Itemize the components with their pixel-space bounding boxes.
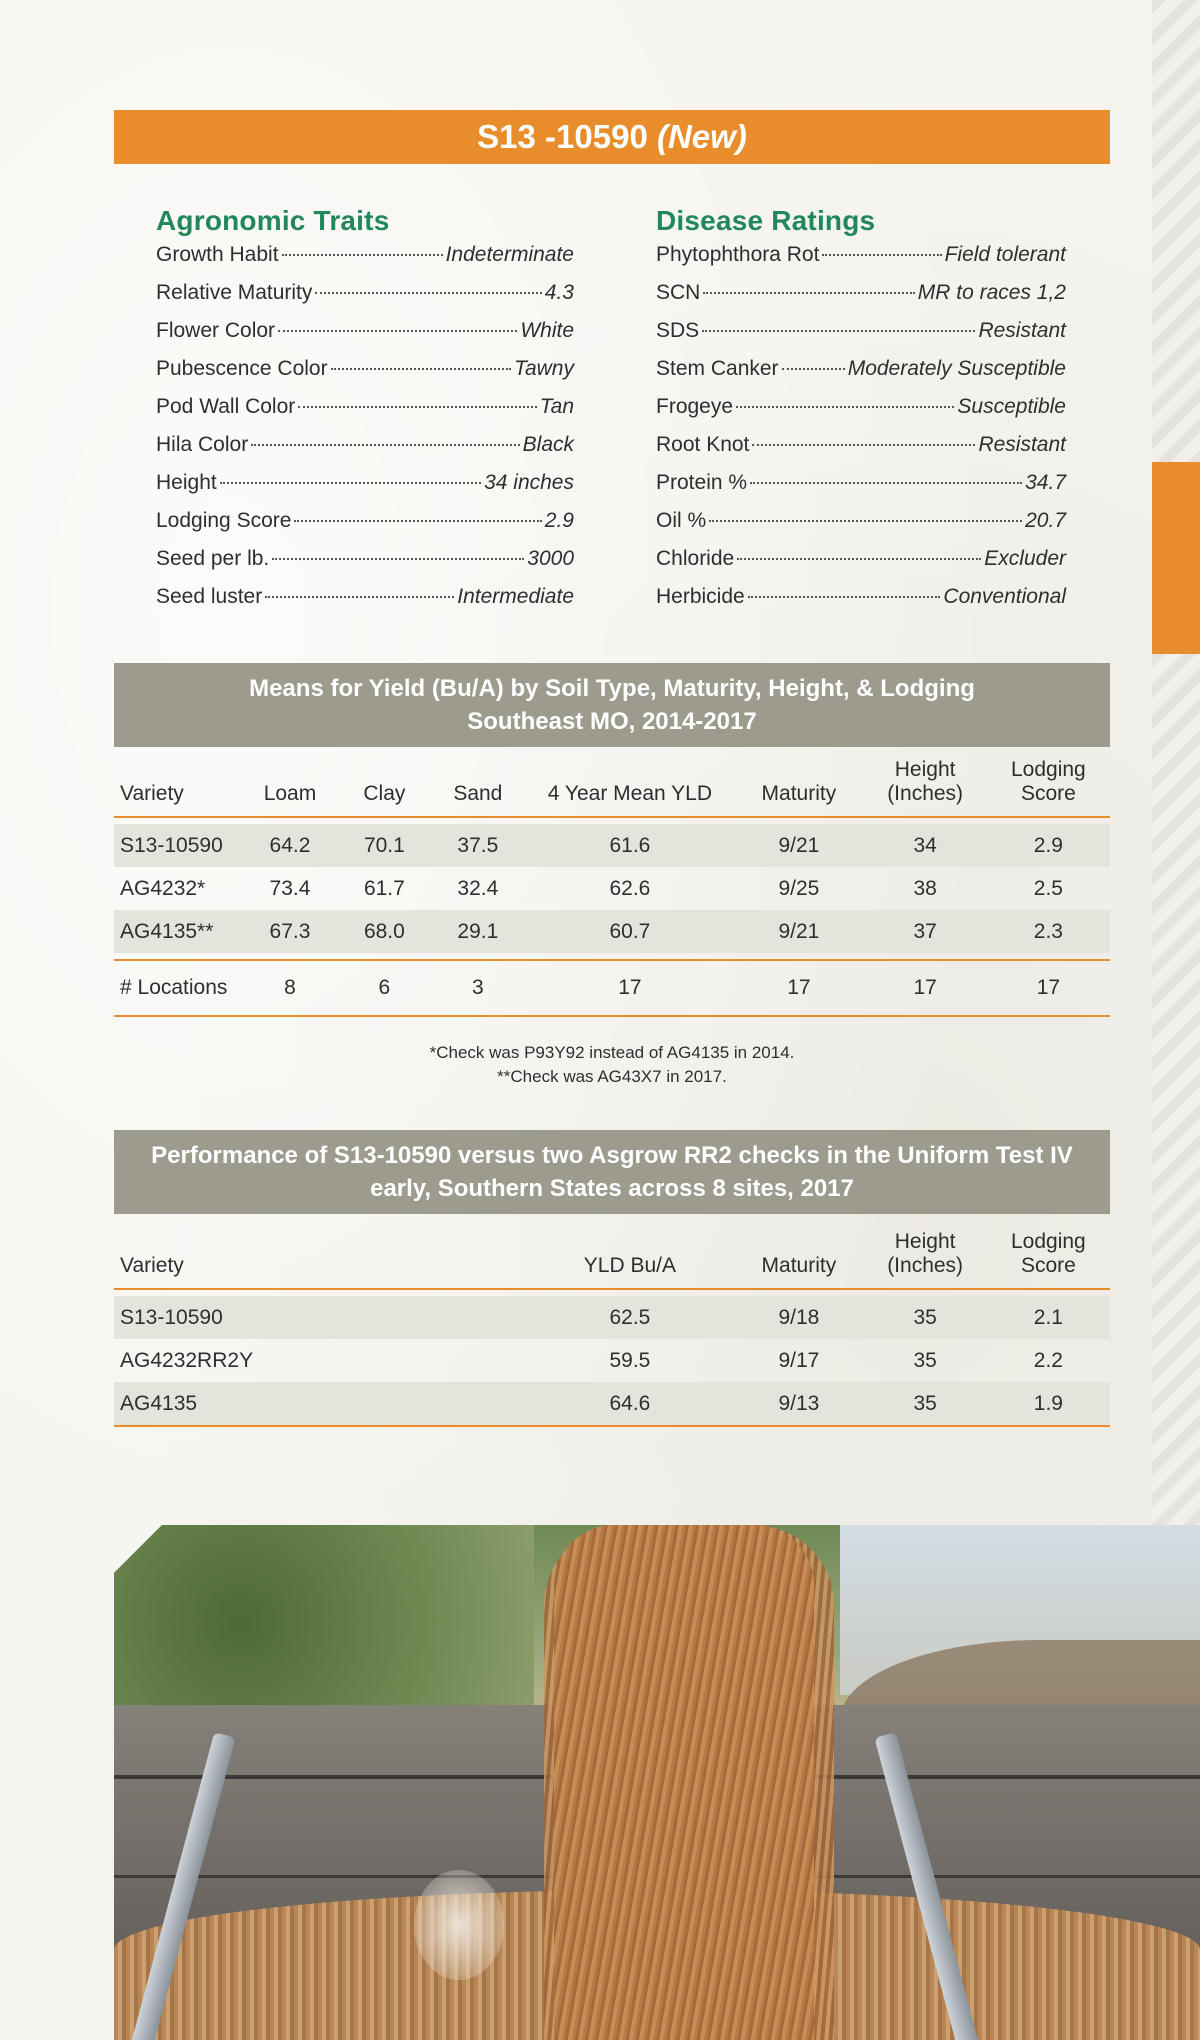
leader-dots: [220, 482, 481, 484]
leader-dots: [294, 520, 541, 522]
disease-trait-value: 34.7: [1025, 471, 1066, 494]
cell-clay: 68.0: [363, 919, 405, 943]
agronomic-trait-label: Hila Color: [156, 433, 249, 456]
cell-clay: 61.7: [363, 876, 405, 900]
agronomic-trait-row: [156, 433, 574, 471]
disease-trait-row: [656, 547, 1066, 585]
locations-sand: 3: [471, 976, 484, 999]
leader-dots: [750, 482, 1022, 484]
agronomic-trait-label: Flower Color: [156, 319, 276, 342]
disease-trait-value: Resistant: [978, 319, 1066, 342]
disease-trait-value: Excluder: [984, 547, 1066, 570]
locations-loam: 8: [284, 976, 296, 999]
cell-yld: 59.5: [609, 1348, 651, 1372]
disease-trait-label: SDS: [656, 319, 700, 342]
table-row: [114, 1382, 1110, 1425]
disease-trait-row: [656, 509, 1066, 547]
p-header-lodging-line1: Lodging: [1011, 1230, 1086, 1253]
cell-height: 35: [913, 1348, 937, 1372]
leader-dots: [315, 292, 541, 294]
table-row: [114, 910, 1110, 953]
disease-trait-value: MR to races 1,2: [917, 281, 1066, 304]
leader-dots: [298, 406, 536, 408]
cell-lodging: 2.1: [1033, 1305, 1063, 1329]
header-height-line2: (Inches): [887, 782, 964, 805]
header-mean-yld: 4 Year Mean YLD: [547, 782, 713, 805]
locations-row: [114, 959, 1110, 1017]
table-row: [114, 1296, 1110, 1339]
agronomic-trait-row: [156, 547, 574, 585]
p-header-lodging: [987, 1230, 1110, 1278]
variety-title-bar: [114, 110, 1110, 164]
table-row: [114, 1339, 1110, 1382]
disease-trait-label: Frogeye: [656, 395, 734, 418]
agronomic-trait-row: [156, 585, 574, 623]
performance-table-header: [114, 1230, 1110, 1290]
cell-clay: 70.1: [363, 833, 405, 857]
cell-mean: 62.6: [609, 876, 651, 900]
table-row: [114, 824, 1110, 867]
cell-variety: S13-10590: [120, 1305, 223, 1329]
header-height-line1: Height: [894, 758, 956, 781]
header-clay: Clay: [363, 782, 406, 805]
cell-variety: AG4232*: [120, 876, 206, 900]
locations-label: # Locations: [120, 976, 228, 999]
variety-title-suffix: (New): [656, 118, 747, 155]
cell-lodging: 2.5: [1033, 876, 1063, 900]
disease-trait-row: [656, 357, 1066, 395]
decorative-side-accent: [1152, 462, 1200, 654]
leader-dots: [782, 368, 845, 370]
cell-variety: AG4232RR2Y: [120, 1348, 254, 1372]
cell-yld: 62.5: [609, 1305, 651, 1329]
table-row: [114, 867, 1110, 910]
yield-table: [114, 758, 1110, 1017]
leader-dots: [709, 520, 1022, 522]
agronomic-trait-value: 3000: [527, 547, 574, 570]
agronomic-trait-value: 4.3: [544, 281, 574, 304]
yield-table-header: [114, 758, 1110, 818]
p-header-height-line1: Height: [894, 1230, 956, 1253]
header-maturity: Maturity: [761, 782, 837, 805]
footnote-2: **Check was AG43X7 in 2017.: [497, 1067, 727, 1086]
disease-trait-label: Chloride: [656, 547, 735, 570]
performance-table: [114, 1230, 1110, 1427]
agronomic-trait-value: Tan: [539, 395, 574, 418]
locations-maturity: 17: [787, 976, 811, 999]
variety-title: S13 -10590: [477, 118, 648, 155]
agronomic-trait-label: Seed luster: [156, 585, 263, 608]
cell-loam: 73.4: [269, 876, 311, 900]
disease-ratings-heading: Disease Ratings: [656, 205, 876, 236]
agronomic-trait-label: Relative Maturity: [156, 281, 313, 304]
yield-table-footnotes: [114, 1041, 1110, 1089]
p-header-variety: Variety: [120, 1254, 184, 1277]
leader-dots: [752, 444, 975, 446]
footnote-1: *Check was P93Y92 instead of AG4135 in 2014.: [429, 1043, 795, 1062]
cell-mean: 61.6: [609, 833, 651, 857]
p-header-lodging-line2: Score: [1020, 1254, 1076, 1277]
disease-trait-value: Susceptible: [957, 395, 1066, 418]
agronomic-trait-value: 2.9: [544, 509, 574, 532]
grain-unloading-photo: [114, 1525, 1200, 2040]
leader-dots: [703, 292, 914, 294]
p-header-height-line2: (Inches): [887, 1254, 964, 1277]
cell-maturity: 9/25: [778, 876, 820, 900]
agronomic-traits-section: [156, 205, 574, 623]
agronomic-trait-row: [156, 509, 574, 547]
cell-maturity: 9/13: [778, 1391, 820, 1415]
disease-trait-value: Resistant: [978, 433, 1066, 456]
agronomic-trait-value: Intermediate: [457, 585, 574, 608]
p-header-height: [864, 1230, 987, 1278]
p-header-yld: YLD Bu/A: [583, 1254, 677, 1277]
agronomic-traits-heading: Agronomic Traits: [156, 205, 390, 236]
cell-height: 38: [913, 876, 937, 900]
agronomic-trait-label: Seed per lb.: [156, 547, 270, 570]
cell-maturity: 9/18: [778, 1305, 820, 1329]
cell-variety: S13-10590: [120, 833, 223, 857]
leader-dots: [278, 330, 517, 332]
leader-dots: [748, 596, 941, 598]
disease-trait-value: Moderately Susceptible: [847, 357, 1066, 380]
header-lodging-line1: Lodging: [1011, 758, 1086, 781]
disease-trait-value: Field tolerant: [944, 243, 1066, 266]
agronomic-trait-row: [156, 395, 574, 433]
leader-dots: [331, 368, 511, 370]
leader-dots: [265, 596, 454, 598]
header-height: [864, 758, 987, 806]
agronomic-trait-value: Tawny: [514, 357, 574, 380]
agronomic-trait-label: Growth Habit: [156, 243, 279, 266]
disease-trait-value: 20.7: [1025, 509, 1066, 532]
disease-trait-value: Conventional: [943, 585, 1066, 608]
disease-trait-label: Protein %: [656, 471, 748, 494]
locations-lodging: 17: [1036, 976, 1061, 999]
disease-ratings-section: [656, 205, 1066, 623]
agronomic-trait-value: Black: [522, 433, 574, 456]
agronomic-trait-label: Height: [156, 471, 217, 494]
agronomic-trait-row: [156, 243, 574, 281]
cell-height: 37: [913, 919, 937, 943]
p-header-maturity: Maturity: [761, 1254, 837, 1277]
leader-dots: [702, 330, 975, 332]
disease-trait-label: Phytophthora Rot: [656, 243, 820, 266]
disease-trait-row: [656, 585, 1066, 623]
cell-lodging: 2.9: [1033, 833, 1063, 857]
agronomic-trait-value: White: [520, 319, 574, 342]
agronomic-trait-label: Pubescence Color: [156, 357, 328, 380]
disease-trait-label: Herbicide: [656, 585, 745, 608]
header-lodging: [987, 758, 1110, 806]
disease-trait-label: SCN: [656, 281, 701, 304]
agronomic-trait-row: [156, 281, 574, 319]
disease-trait-row: [656, 471, 1066, 509]
leader-dots: [251, 444, 519, 446]
cell-lodging: 2.3: [1033, 919, 1063, 943]
disease-trait-row: [656, 319, 1066, 357]
header-lodging-line2: Score: [1020, 782, 1076, 805]
performance-table-title-line2: early, Southern States across 8 sites, 2017: [370, 1175, 854, 1202]
cell-maturity: 9/17: [778, 1348, 820, 1372]
cell-variety: AG4135: [120, 1391, 198, 1415]
agronomic-trait-label: Lodging Score: [156, 509, 292, 532]
cell-yld: 64.6: [609, 1391, 651, 1415]
disease-trait-label: Stem Canker: [656, 357, 779, 380]
disease-trait-row: [656, 281, 1066, 319]
leader-dots: [822, 254, 941, 256]
leader-dots: [737, 558, 981, 560]
header-sand: Sand: [453, 782, 503, 805]
cell-sand: 37.5: [457, 833, 499, 857]
cell-mean: 60.7: [609, 919, 651, 943]
cell-loam: 67.3: [269, 919, 311, 943]
cell-sand: 32.4: [457, 876, 499, 900]
disease-trait-row: [656, 395, 1066, 433]
yield-table-title-line1: Means for Yield (Bu/A) by Soil Type, Maturity, Height, & Lodging: [249, 675, 975, 702]
locations-clay: 6: [378, 976, 391, 999]
cell-height: 34: [913, 833, 937, 857]
disease-trait-label: Root Knot: [656, 433, 750, 456]
yield-table-title-bar: [114, 663, 1110, 747]
agronomic-trait-row: [156, 471, 574, 509]
performance-table-title-line1: Performance of S13-10590 versus two Asgrow RR2 checks in the Uniform Test IV: [151, 1142, 1073, 1169]
cell-variety: AG4135**: [120, 919, 214, 943]
agronomic-trait-row: [156, 357, 574, 395]
header-loam: Loam: [263, 782, 317, 805]
cell-height: 35: [913, 1391, 937, 1415]
agronomic-trait-row: [156, 319, 574, 357]
cell-lodging: 2.2: [1033, 1348, 1063, 1372]
leader-dots: [736, 406, 954, 408]
leader-dots: [282, 254, 443, 256]
leader-dots: [272, 558, 524, 560]
header-variety: Variety: [120, 782, 184, 805]
yield-table-title-line2: Southeast MO, 2014-2017: [467, 708, 757, 735]
agronomic-trait-label: Pod Wall Color: [156, 395, 296, 418]
cell-loam: 64.2: [269, 833, 311, 857]
cell-maturity: 9/21: [778, 833, 820, 857]
locations-height: 17: [913, 976, 937, 999]
cell-maturity: 9/21: [778, 919, 820, 943]
disease-trait-label: Oil %: [656, 509, 707, 532]
locations-mean: 17: [618, 976, 642, 999]
cell-height: 35: [913, 1305, 937, 1329]
cell-sand: 29.1: [457, 919, 499, 943]
performance-table-title-bar: [114, 1130, 1110, 1214]
cell-lodging: 1.9: [1033, 1391, 1063, 1415]
disease-trait-row: [656, 433, 1066, 471]
agronomic-trait-value: 34 inches: [484, 471, 574, 494]
disease-trait-row: [656, 243, 1066, 281]
agronomic-trait-value: Indeterminate: [445, 243, 574, 266]
